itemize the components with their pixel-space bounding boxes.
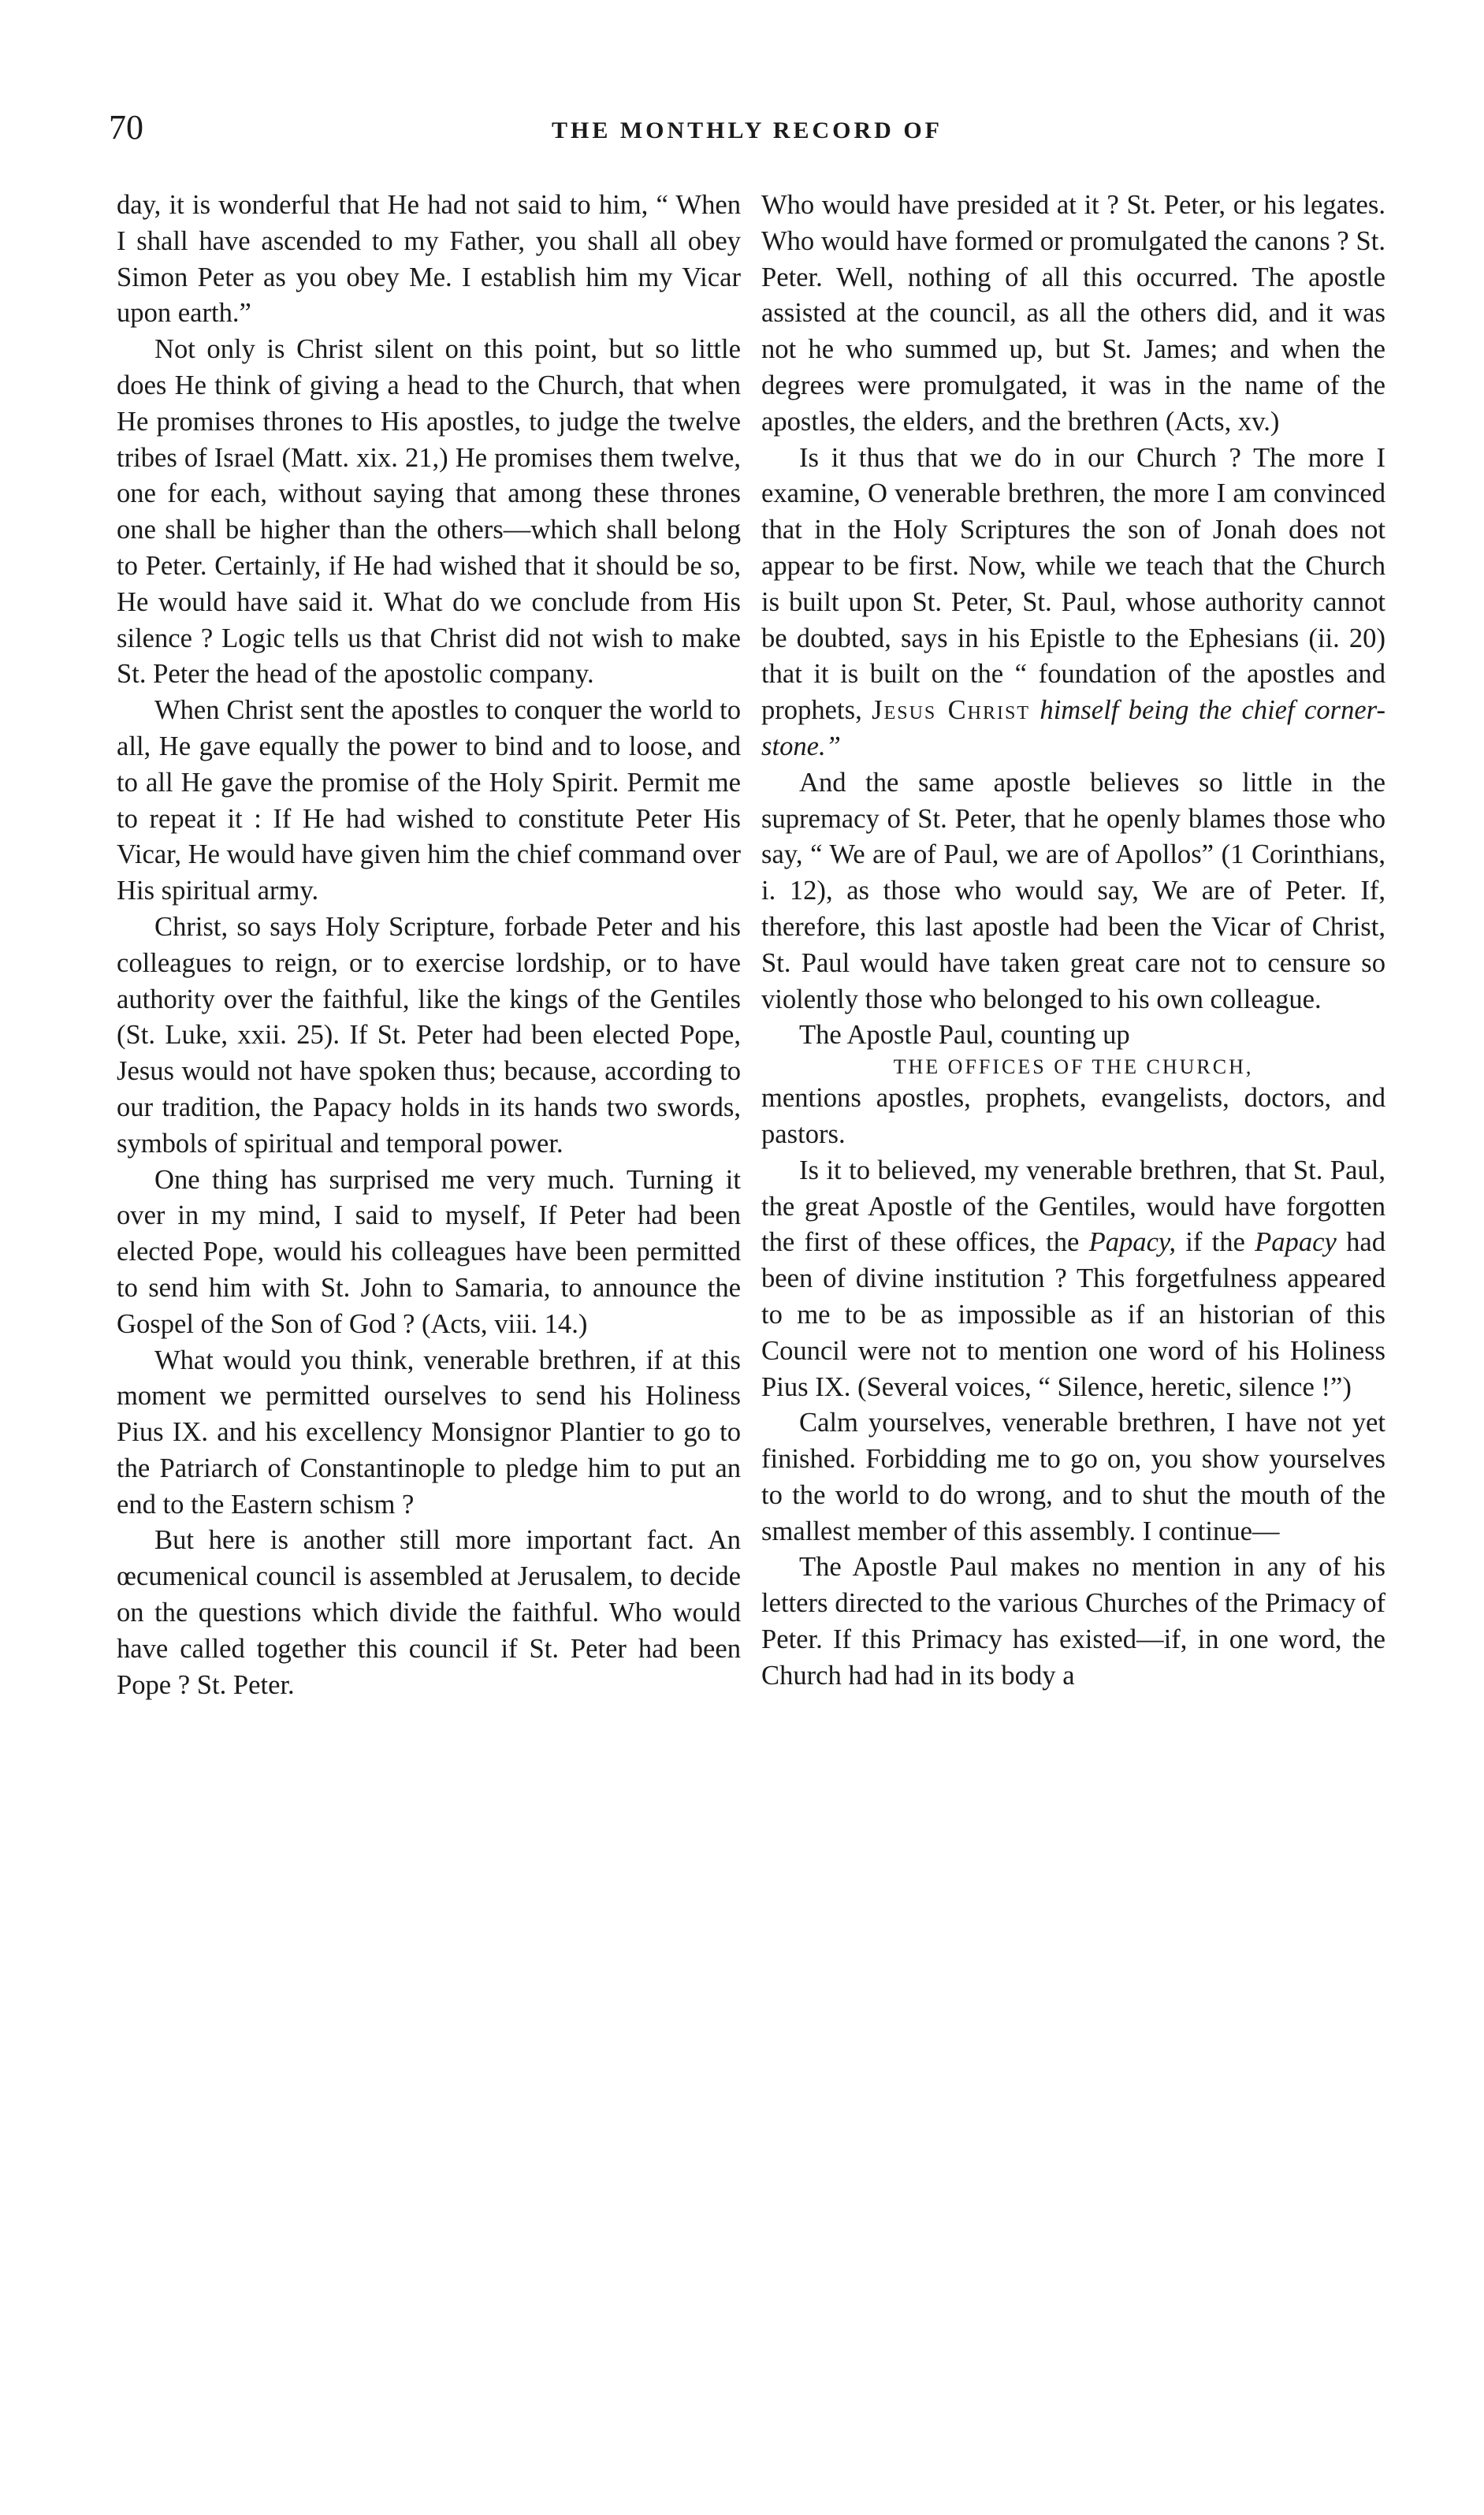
right-paragraph-8: The Apostle Paul makes no mention in any of his letters directed to the various Churches of the Primacy of Peter. If this Primacy has existed—if, in one word, the Church had had in its body a: [761, 1552, 1385, 1691]
right-paragraph-6-text-b: if the: [1185, 1227, 1245, 1258]
left-paragraph-2: Not only is Christ silent on this point, but so little does He think of giving a head to the Church, that when He promises thrones to His apostles, to judge the twelve tribes of Israel (Matt. xix. 21,) He promises them twelve, one for each, without saying that among these thrones one shall be higher than the others—which shall belong to Peter. Certainly, if He had wished that it should be so, He would have said it. What do we conclude from His silence ? Logic tells us that Christ did not wish to make St. Peter the head of the apostolic company.: [117, 334, 741, 690]
left-paragraph-3: When Christ sent the apostles to conquer the world to all, He gave equally the power to bind and to loose, and to all He gave the promise of the Holy Spirit. Permit me to repeat it : If He had wished to constitute Peter His Vicar, He would have given him the chief command over His spiritual army.: [117, 695, 741, 906]
left-paragraph-6: What would you think, venerable brethren, if at this moment we permitted ourselves to send his Holiness Pius IX. and his excellency Monsignor Plantier to go to the Patriarch of Constantinople to pledge him to put an end to the Eastern schism ?: [117, 1345, 741, 1520]
right-paragraph-2-text: Is it thus that we do in our Church ? The more I examine, O venerable brethren, the more I am convinced that in the Holy Scriptures the son of Jonah does not appear to be first. Now, while we teach that the Church is built upon St. Peter, St. Paul, whose authority cannot be doubted, says in his Epistle to the Ephesians (ii. 20) that it is built on the “ foundation of the apostles and prophets,: [761, 442, 1385, 726]
left-paragraph-1: day, it is wonderful that He had not said to him, “ When I shall have ascended to my Father, you shall all obey Simon Peter as you obey Me. I establish him my Vicar upon earth.”: [117, 190, 741, 329]
right-paragraph-7: Calm yourselves, venerable brethren, I have not yet finished. Forbidding me to go on, you show yourselves to the world to do wrong, and to shut the mouth of the smallest member of this assembly. I continue—: [761, 1408, 1385, 1546]
left-paragraph-7: But here is another still more important fact. An œcumenical council is assembled at Jerusalem, to decide on the questions which divide the faithful. Who would have called together this council if St. Peter had been Pope ? St. Peter.: [117, 1525, 741, 1700]
left-column: [117, 188, 741, 1703]
running-title: THE MONTHLY RECORD OF: [552, 117, 943, 143]
papacy-italic-2: Papacy: [1255, 1227, 1337, 1258]
right-paragraph-6-text-a: Is it to believed, my venerable brethren, that St. Paul, the great Apostle of the Gentiles, would have forgotten the first of these offices, the: [761, 1155, 1385, 1258]
right-paragraph-3: And the same apostle believes so little in the supremacy of St. Peter, that he openly blames those who say, “ We are of Paul, we are of Apollos” (1 Corinthians, i. 12), as those who would say, We are of Peter. If, therefore, this last apostle had been the Vicar of Christ, St. Paul would have taken great care not to censure so violently those who belonged to his own colleague.: [761, 767, 1385, 1014]
right-paragraph-1: Who would have presided at it ? St. Peter, or his legates. Who would have formed or promulgated the canons ? St. Peter. Well, nothing of all this occurred. The apostle assisted at the council, as all the others did, and it was not he who summed up, but St. James; and when the degrees were promulgated, it was in the name of the apostles, the elders, and the brethren (Acts, xv.): [761, 190, 1385, 437]
right-paragraph-5: mentions apostles, prophets, evangelists, doctors, and pastors.: [761, 1083, 1385, 1149]
right-paragraph-2: [761, 441, 1385, 765]
left-paragraph-4: Christ, so says Holy Scripture, forbade Peter and his colleagues to reign, or to exercise lordship, or to have authority over the faithful, like the kings of the Gentiles (St. Luke, xxii. 25). If St. Peter had been elected Pope, Jesus would not have spoken thus; because, according to our tradition, the Papacy holds in its hands two swords, symbols of spiritual and temporal power.: [117, 911, 741, 1159]
papacy-italic-1: Papacy,: [1088, 1227, 1177, 1258]
right-paragraph-6: [761, 1153, 1385, 1406]
section-heading: THE OFFICES OF THE CHURCH,: [893, 1055, 1254, 1079]
chief-corner-stone-italic: himself being the chief corner-stone.”: [761, 695, 1386, 761]
left-paragraph-5: One thing has surprised me very much. Turning it over in my mind, I said to myself, If Peter had been elected Pope, would his colleagues have been permitted to send him with St. John to Samaria, to announce the Gospel of the Son of God ? (Acts, viii. 14.): [117, 1164, 741, 1339]
page-number: 70: [109, 108, 143, 147]
jesus-christ-smallcaps: Jesus Christ: [872, 695, 1031, 726]
right-paragraph-6-text-c: had been of divine institution ? This forgetfulness appeared to me to be as impossible as if an historian of this Council were not to mention one word of his Holiness Pius IX. (Several voices, “ Silence, heretic, silence !”): [761, 1227, 1385, 1402]
right-paragraph-4: The Apostle Paul, counting up: [799, 1020, 1130, 1051]
right-column: [761, 188, 1385, 1695]
page-header: [109, 104, 1385, 159]
